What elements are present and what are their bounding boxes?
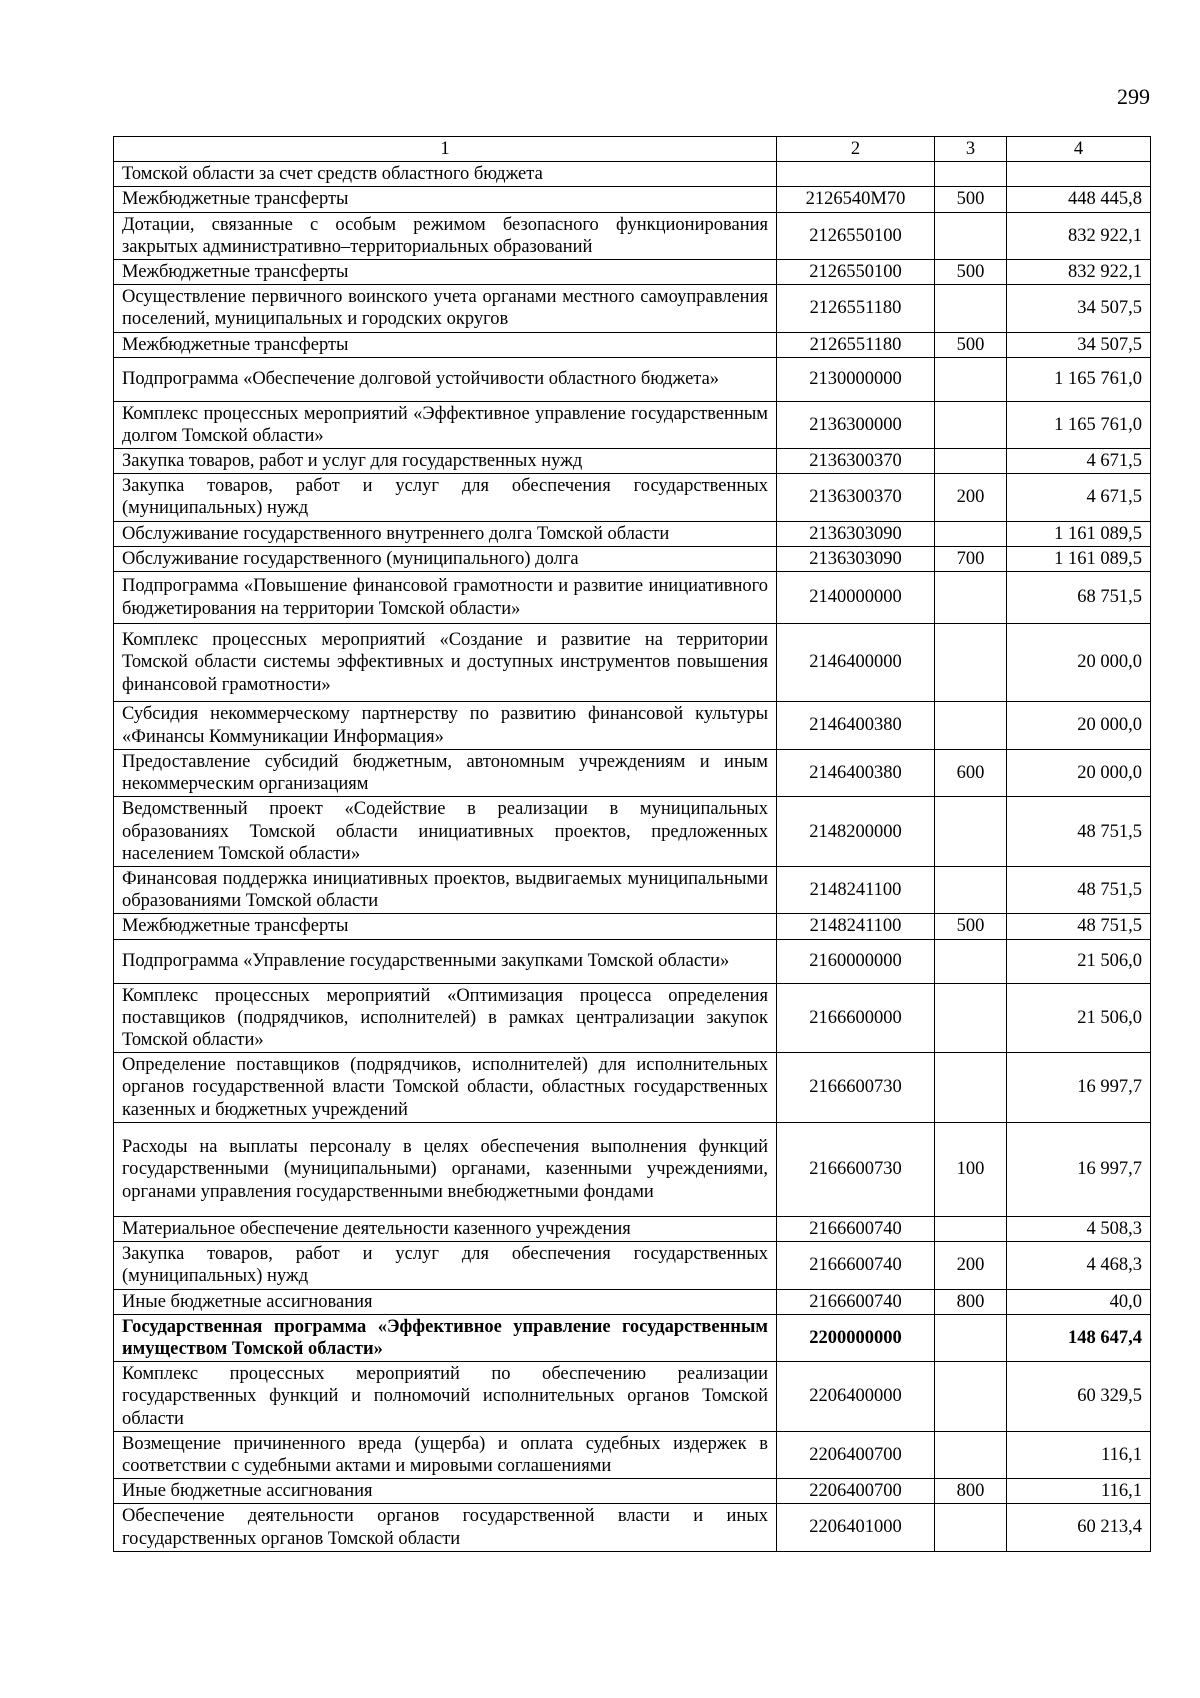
row-amount: 4 468,3: [1007, 1242, 1151, 1289]
row-type: [935, 1314, 1007, 1361]
row-name: Подпрограмма «Повышение финансовой грамотности и развитие инициативного бюджетирования на территории Томской области»: [114, 572, 777, 624]
row-code: 2126551180: [777, 285, 935, 332]
row-type: [935, 702, 1007, 750]
row-code: 2166600740: [777, 1242, 935, 1289]
row-code: 2136300370: [777, 449, 935, 474]
row-amount: 16 997,7: [1007, 1053, 1151, 1123]
table-row: [114, 983, 1151, 1053]
table-row: [114, 572, 1151, 624]
row-name: Предоставление субсидий бюджетным, автономным учреждениям и иным некоммерческим организациям: [114, 750, 777, 797]
row-name: Возмещение причиненного вреда (ущерба) и оплата судебных издержек в соответствии с судебными актами и мировыми соглашениями: [114, 1431, 777, 1478]
row-name: Материальное обеспечение деятельности казенного учреждения: [114, 1217, 777, 1242]
row-amount: 60 213,4: [1007, 1504, 1151, 1551]
row-amount: 21 506,0: [1007, 983, 1151, 1053]
row-code: 2166600730: [777, 1053, 935, 1123]
table-row: [114, 866, 1151, 913]
table-row: [114, 939, 1151, 983]
row-amount: 48 751,5: [1007, 914, 1151, 939]
table-row: [114, 259, 1151, 284]
row-type: 500: [935, 332, 1007, 357]
row-amount: 34 507,5: [1007, 285, 1151, 332]
row-code: 2200000000: [777, 1314, 935, 1361]
row-name: Межбюджетные трансферты: [114, 332, 777, 357]
row-name: Подпрограмма «Обеспечение долговой устойчивости областного бюджета»: [114, 357, 777, 401]
table-row: [114, 546, 1151, 571]
row-amount: 40,0: [1007, 1289, 1151, 1314]
header-col-2: 2: [777, 137, 935, 162]
row-code: 2136300000: [777, 401, 935, 448]
row-code: 2206400700: [777, 1431, 935, 1478]
row-type: 500: [935, 914, 1007, 939]
row-amount: 21 506,0: [1007, 939, 1151, 983]
table-row: [114, 401, 1151, 448]
page-number: 299: [1117, 84, 1150, 109]
table-body: [114, 162, 1151, 1552]
row-code: 2148241100: [777, 866, 935, 913]
row-name: Томской области за счет средств областного бюджета: [114, 162, 777, 187]
row-code: 2126550100: [777, 259, 935, 284]
row-type: [935, 401, 1007, 448]
row-type: [935, 983, 1007, 1053]
table-row: [114, 187, 1151, 212]
table-row: [114, 332, 1151, 357]
table-row: [114, 212, 1151, 259]
row-name: Комплекс процессных мероприятий «Создание и развитие на территории Томской области системы эффективных и доступных инструментов повышения финансовой грамотности»: [114, 624, 777, 702]
table-row: [114, 357, 1151, 401]
row-name: Обеспечение деятельности органов государственной власти и иных государственных органов Томской области: [114, 1504, 777, 1551]
row-amount: 60 329,5: [1007, 1362, 1151, 1432]
row-code: 2166600730: [777, 1123, 935, 1217]
row-name: Межбюджетные трансферты: [114, 259, 777, 284]
row-type: [935, 449, 1007, 474]
table-row: [114, 1362, 1151, 1432]
row-name: Иные бюджетные ассигнования: [114, 1289, 777, 1314]
row-name: Подпрограмма «Управление государственными закупками Томской области»: [114, 939, 777, 983]
row-name: Межбюджетные трансферты: [114, 914, 777, 939]
table-row: [114, 1289, 1151, 1314]
row-name: Дотации, связанные с особым режимом безопасного функционирования закрытых административно–территориальных образований: [114, 212, 777, 259]
row-type: 800: [935, 1479, 1007, 1504]
row-amount: 148 647,4: [1007, 1314, 1151, 1361]
table-row: [114, 474, 1151, 521]
table-row: [114, 1431, 1151, 1478]
row-code: 2148241100: [777, 914, 935, 939]
row-name: Финансовая поддержка инициативных проектов, выдвигаемых муниципальными образованиями Томской области: [114, 866, 777, 913]
row-code: 2136300370: [777, 474, 935, 521]
row-type: [935, 1362, 1007, 1432]
row-name: Обслуживание государственного (муниципального) долга: [114, 546, 777, 571]
row-code: 2146400000: [777, 624, 935, 702]
row-type: 100: [935, 1123, 1007, 1217]
row-amount: 1 165 761,0: [1007, 401, 1151, 448]
header-col-4: 4: [1007, 137, 1151, 162]
header-col-3: 3: [935, 137, 1007, 162]
row-amount: 832 922,1: [1007, 259, 1151, 284]
table-row: [114, 1504, 1151, 1551]
row-amount: 4 671,5: [1007, 449, 1151, 474]
row-type: [935, 572, 1007, 624]
table-row: [114, 750, 1151, 797]
row-amount: 20 000,0: [1007, 750, 1151, 797]
row-amount: 34 507,5: [1007, 332, 1151, 357]
row-amount: 68 751,5: [1007, 572, 1151, 624]
table-row: [114, 1314, 1151, 1361]
row-name: Субсидия некоммерческому партнерству по развитию финансовой культуры «Финансы Коммуникации Информация»: [114, 702, 777, 750]
row-name: Иные бюджетные ассигнования: [114, 1479, 777, 1504]
row-name: Определение поставщиков (подрядчиков, исполнителей) для исполнительных органов государственной власти Томской области, областных государственных казенных и бюджетных учреждений: [114, 1053, 777, 1123]
row-type: [935, 624, 1007, 702]
row-code: 2146400380: [777, 750, 935, 797]
row-type: [935, 357, 1007, 401]
row-type: [935, 939, 1007, 983]
table-header-row: [114, 137, 1151, 162]
row-name: Расходы на выплаты персоналу в целях обеспечения выполнения функций государственными (муниципальными) органами, казенными учреждениями, органами управления государственными внебюджетными фондами: [114, 1123, 777, 1217]
row-amount: 20 000,0: [1007, 624, 1151, 702]
row-name: Осуществление первичного воинского учета органами местного самоуправления поселений, муниципальных и городских округов: [114, 285, 777, 332]
row-code: 2206401000: [777, 1504, 935, 1551]
row-amount: 832 922,1: [1007, 212, 1151, 259]
row-type: [935, 1504, 1007, 1551]
row-code: 2166600740: [777, 1289, 935, 1314]
row-name: Закупка товаров, работ и услуг для обеспечения государственных (муниципальных) нужд: [114, 474, 777, 521]
table-row: [114, 624, 1151, 702]
table-row: [114, 1123, 1151, 1217]
row-amount: 48 751,5: [1007, 866, 1151, 913]
row-code: 2166600000: [777, 983, 935, 1053]
row-type: [935, 1053, 1007, 1123]
table-row: [114, 162, 1151, 187]
row-amount: 1 161 089,5: [1007, 546, 1151, 571]
row-name: Комплекс процессных мероприятий «Эффективное управление государственным долгом Томской области»: [114, 401, 777, 448]
row-code: 2166600740: [777, 1217, 935, 1242]
table-row: [114, 1217, 1151, 1242]
row-amount: 116,1: [1007, 1431, 1151, 1478]
budget-table: [113, 136, 1151, 1552]
row-name: Государственная программа «Эффективное управление государственным имуществом Томской области»: [114, 1314, 777, 1361]
row-code: 2126540М70: [777, 187, 935, 212]
row-name: Закупка товаров, работ и услуг для обеспечения государственных (муниципальных) нужд: [114, 1242, 777, 1289]
row-amount: 4 508,3: [1007, 1217, 1151, 1242]
table-row: [114, 914, 1151, 939]
row-code: 2206400000: [777, 1362, 935, 1432]
row-amount: 4 671,5: [1007, 474, 1151, 521]
table-row: [114, 1479, 1151, 1504]
row-type: [935, 866, 1007, 913]
row-type: 700: [935, 546, 1007, 571]
table-row: [114, 1053, 1151, 1123]
table-row: [114, 285, 1151, 332]
row-name: Комплекс процессных мероприятий по обеспечению реализации государственных функций и полномочий исполнительных органов Томской области: [114, 1362, 777, 1432]
row-code: 2126550100: [777, 212, 935, 259]
row-type: 800: [935, 1289, 1007, 1314]
header-col-1: 1: [114, 137, 777, 162]
row-amount: 16 997,7: [1007, 1123, 1151, 1217]
row-amount: 1 165 761,0: [1007, 357, 1151, 401]
table-row: [114, 797, 1151, 867]
row-name: Обслуживание государственного внутреннего долга Томской области: [114, 521, 777, 546]
row-type: [935, 1431, 1007, 1478]
row-type: [935, 797, 1007, 867]
row-code: 2148200000: [777, 797, 935, 867]
row-amount: 116,1: [1007, 1479, 1151, 1504]
row-code: 2160000000: [777, 939, 935, 983]
row-amount: 448 445,8: [1007, 187, 1151, 212]
row-type: 200: [935, 474, 1007, 521]
row-name: Закупка товаров, работ и услуг для государственных нужд: [114, 449, 777, 474]
row-type: [935, 521, 1007, 546]
row-name: Межбюджетные трансферты: [114, 187, 777, 212]
table-row: [114, 449, 1151, 474]
row-code: 2136303090: [777, 521, 935, 546]
row-name: Комплекс процессных мероприятий «Оптимизация процесса определения поставщиков (подрядчиков, исполнителей) в рамках централизации закупок Томской области»: [114, 983, 777, 1053]
row-code: 2130000000: [777, 357, 935, 401]
row-code: 2136303090: [777, 546, 935, 571]
row-type: 500: [935, 187, 1007, 212]
row-code: 2126551180: [777, 332, 935, 357]
row-amount: 20 000,0: [1007, 702, 1151, 750]
table-row: [114, 521, 1151, 546]
row-type: [935, 212, 1007, 259]
row-code: 2206400700: [777, 1479, 935, 1504]
row-code: 2140000000: [777, 572, 935, 624]
row-amount: 48 751,5: [1007, 797, 1151, 867]
row-type: [935, 162, 1007, 187]
row-type: [935, 285, 1007, 332]
row-type: 200: [935, 1242, 1007, 1289]
row-amount: 1 161 089,5: [1007, 521, 1151, 546]
row-type: 500: [935, 259, 1007, 284]
row-type: 600: [935, 750, 1007, 797]
row-name: Ведомственный проект «Содействие в реализации в муниципальных образованиях Томской области инициативных проектов, предложенных населением Томской области»: [114, 797, 777, 867]
row-amount: [1007, 162, 1151, 187]
row-type: [935, 1217, 1007, 1242]
row-code: 2146400380: [777, 702, 935, 750]
table-row: [114, 1242, 1151, 1289]
row-code: [777, 162, 935, 187]
table-row: [114, 702, 1151, 750]
